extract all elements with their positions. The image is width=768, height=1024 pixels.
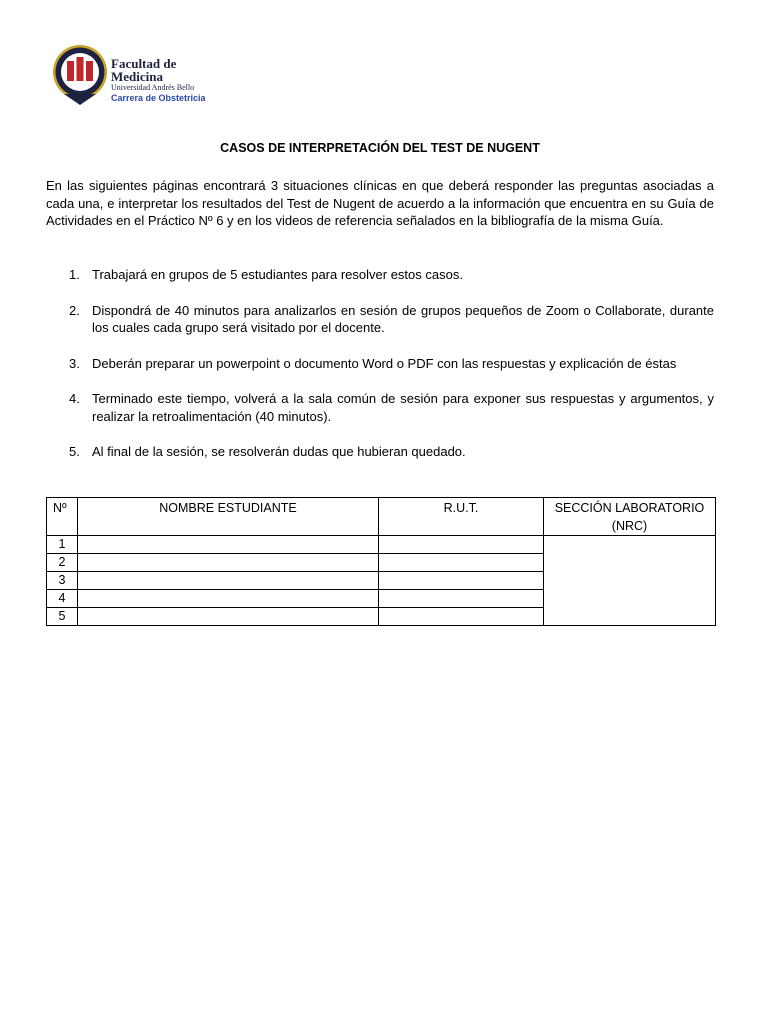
- faculty-logo: [52, 44, 222, 108]
- logo-line-faculty: Facultad de: [111, 56, 177, 71]
- intro-paragraph: En las siguientes páginas encontrará 3 situaciones clínicas en que deberá responder las preguntas asociadas a cada una, e interpretar los resultados del Test de Nugent de acuerdo a la información que encuentra en su Guía de Actividades en el Práctico Nº 6 y en los videos de referencia señalados en la bibliografía de la misma Guía.: [46, 178, 714, 228]
- header-student-name: NOMBRE ESTUDIANTE: [78, 498, 379, 536]
- list-item-text: Al final de la sesión, se resolverán dudas que hubieran quedado.: [92, 444, 466, 459]
- university-crest-icon: [52, 44, 108, 106]
- row-number: 4: [47, 590, 78, 608]
- list-item-number: 2.: [69, 302, 80, 318]
- list-item-number: 4.: [69, 391, 80, 406]
- list-item-text: Trabajará en grupos de 5 estudiantes para resolver estos casos.: [92, 267, 463, 282]
- rut-cell[interactable]: [379, 554, 544, 572]
- logo-line-medicine: Medicina: [111, 69, 163, 84]
- list-item-number: 3.: [69, 355, 80, 371]
- table-row: [47, 536, 716, 554]
- logo-line-university: Universidad Andrés Bello: [111, 83, 195, 92]
- student-name-cell[interactable]: [78, 536, 379, 554]
- lab-section-cell[interactable]: [544, 536, 716, 626]
- list-item-text: Deberán preparar un powerpoint o documento Word o PDF con las respuestas y explicación de éstas: [92, 355, 677, 371]
- rut-cell[interactable]: [379, 608, 544, 626]
- student-name-cell[interactable]: [78, 572, 379, 590]
- rut-cell[interactable]: [379, 536, 544, 554]
- list-item: [46, 355, 714, 373]
- logo-line-career: Carrera de Obstetricia: [111, 93, 206, 103]
- rut-cell[interactable]: [379, 590, 544, 608]
- logo-text: [111, 57, 206, 103]
- rut-cell[interactable]: [379, 572, 544, 590]
- student-name-cell[interactable]: [78, 554, 379, 572]
- instructions-list: [46, 266, 714, 479]
- row-number: 3: [47, 572, 78, 590]
- list-item-number: 5.: [69, 444, 80, 459]
- document-title: CASOS DE INTERPRETACIÓN DEL TEST DE NUGENT: [220, 141, 540, 155]
- student-name-cell[interactable]: [78, 608, 379, 626]
- row-number: 2: [47, 554, 78, 572]
- header-rut: R.U.T.: [379, 498, 544, 536]
- list-item-text: Dispondrá de 40 minutos para analizarlos en sesión de grupos pequeños de Zoom o Collaborate, durante los cuales cada grupo será visitado por el docente.: [92, 302, 714, 335]
- row-number: 1: [47, 536, 78, 554]
- header-lab-section: SECCIÓN LABORATORIO (NRC): [544, 498, 716, 536]
- row-number: 5: [47, 608, 78, 626]
- list-item: [46, 266, 714, 284]
- header-number: Nº: [47, 498, 78, 536]
- list-item: [46, 443, 714, 461]
- list-item: [46, 302, 714, 337]
- list-item: [46, 390, 714, 425]
- list-item-text: Terminado este tiempo, volverá a la sala común de sesión para exponer sus respuestas y argumentos, y realizar la retroalimentación (40 minutos).: [92, 391, 714, 424]
- list-item-number: 1.: [69, 267, 80, 282]
- student-roster-table: [46, 497, 716, 626]
- table-header-row: [47, 498, 716, 536]
- student-name-cell[interactable]: [78, 590, 379, 608]
